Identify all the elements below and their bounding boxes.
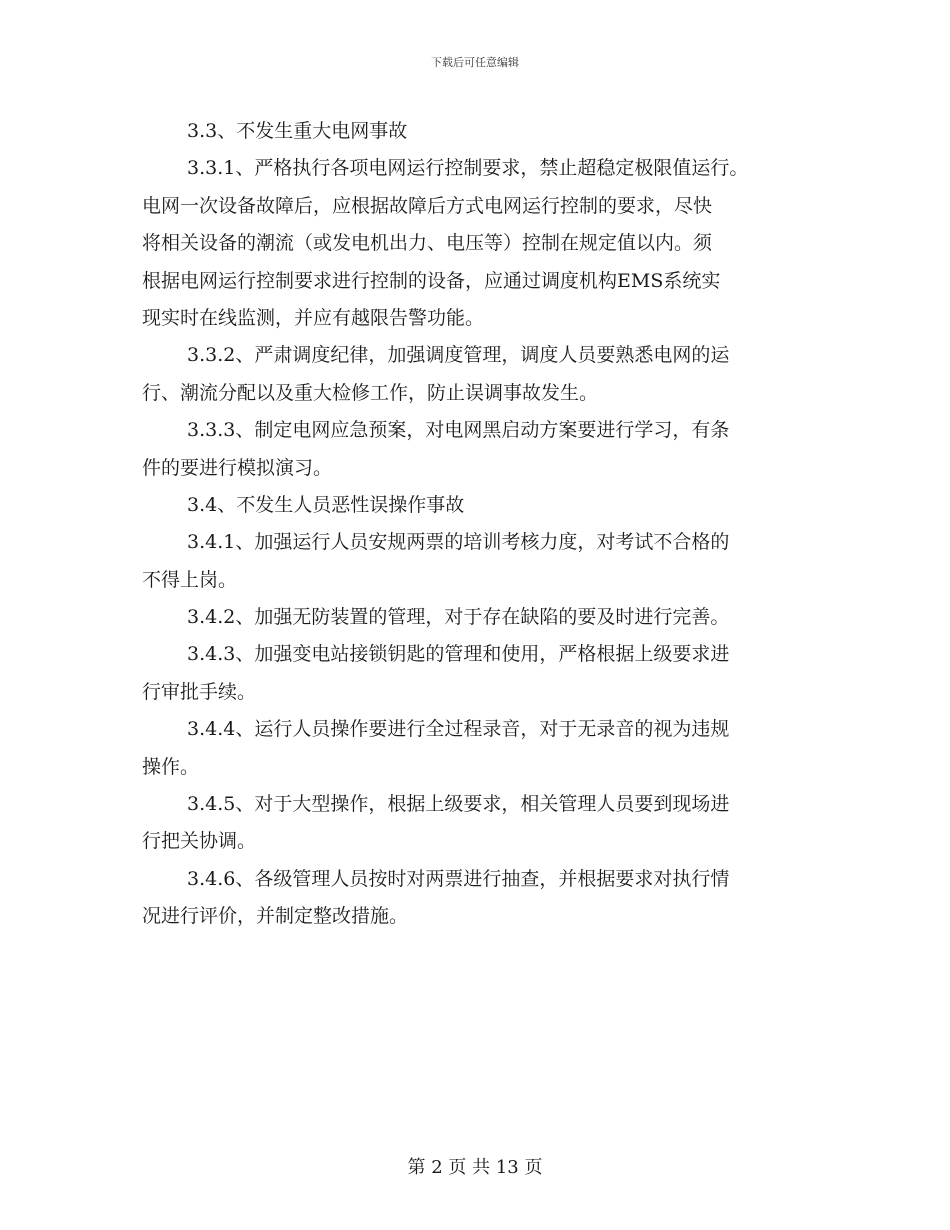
paragraph-line: 况进行评价，并制定整改措施。 — [142, 905, 409, 928]
document-body — [142, 113, 822, 936]
paragraph-line: 电网一次设备故障后，应根据故障后方式电网运行控制的要求，尽快 — [142, 194, 713, 217]
paragraph-line: 3.4.1、加强运行人员安规两票的培训考核力度，对考试不合格的 — [187, 531, 730, 554]
section-heading-3-3: 3.3、不发生重大电网事故 — [187, 120, 408, 142]
paragraph-line: 行、潮流分配以及重大检修工作，防止误调事故发生。 — [142, 381, 599, 404]
paragraph-line: 件的要进行模拟演习。 — [142, 456, 333, 479]
paragraph-line: 3.4.3、加强变电站接锁钥匙的管理和使用，严格根据上级要求进 — [187, 643, 730, 666]
paragraph-line: 3.4.4、运行人员操作要进行全过程录音，对于无录音的视为违规 — [187, 718, 730, 741]
page-number-footer: 第 2 页 共 13 页 — [407, 1157, 543, 1178]
page-header: 下载后可任意编辑 — [431, 56, 519, 69]
paragraph-line: 3.3.3、制定电网应急预案，对电网黑启动方案要进行学习，有条 — [187, 419, 730, 442]
paragraph-line: 操作。 — [142, 755, 200, 778]
paragraph-line: 3.4.5、对于大型操作，根据上级要求，相关管理人员要到现场进 — [187, 793, 730, 816]
paragraph-line: 将相关设备的潮流（或发电机出力、电压等）控制在规定值以内。须 — [142, 232, 713, 255]
paragraph-line: 行审批手续。 — [142, 680, 257, 703]
section-heading-3-4: 3.4、不发生人员恶性误操作事故 — [187, 493, 465, 516]
paragraph-line: 根据电网运行控制要求进行控制的设备，应通过调度机构EMS系统实 — [142, 269, 721, 292]
paragraph-line: 3.4.2、加强无防装置的管理，对于存在缺陷的要及时进行完善。 — [187, 606, 730, 629]
paragraph-line: 不得上岗。 — [142, 568, 238, 591]
paragraph-line: 3.3.1、严格执行各项电网运行控制要求，禁止超稳定极限值运行。 — [187, 157, 749, 180]
paragraph-line: 现实时在线监测，并应有越限告警功能。 — [142, 306, 485, 329]
paragraph-line: 行把关协调。 — [142, 830, 257, 853]
paragraph-line: 3.4.6、各级管理人员按时对两票进行抽查，并根据要求对执行情 — [187, 867, 730, 890]
paragraph-line: 3.3.2、严肃调度纪律，加强调度管理，调度人员要熟悉电网的运 — [187, 344, 730, 367]
